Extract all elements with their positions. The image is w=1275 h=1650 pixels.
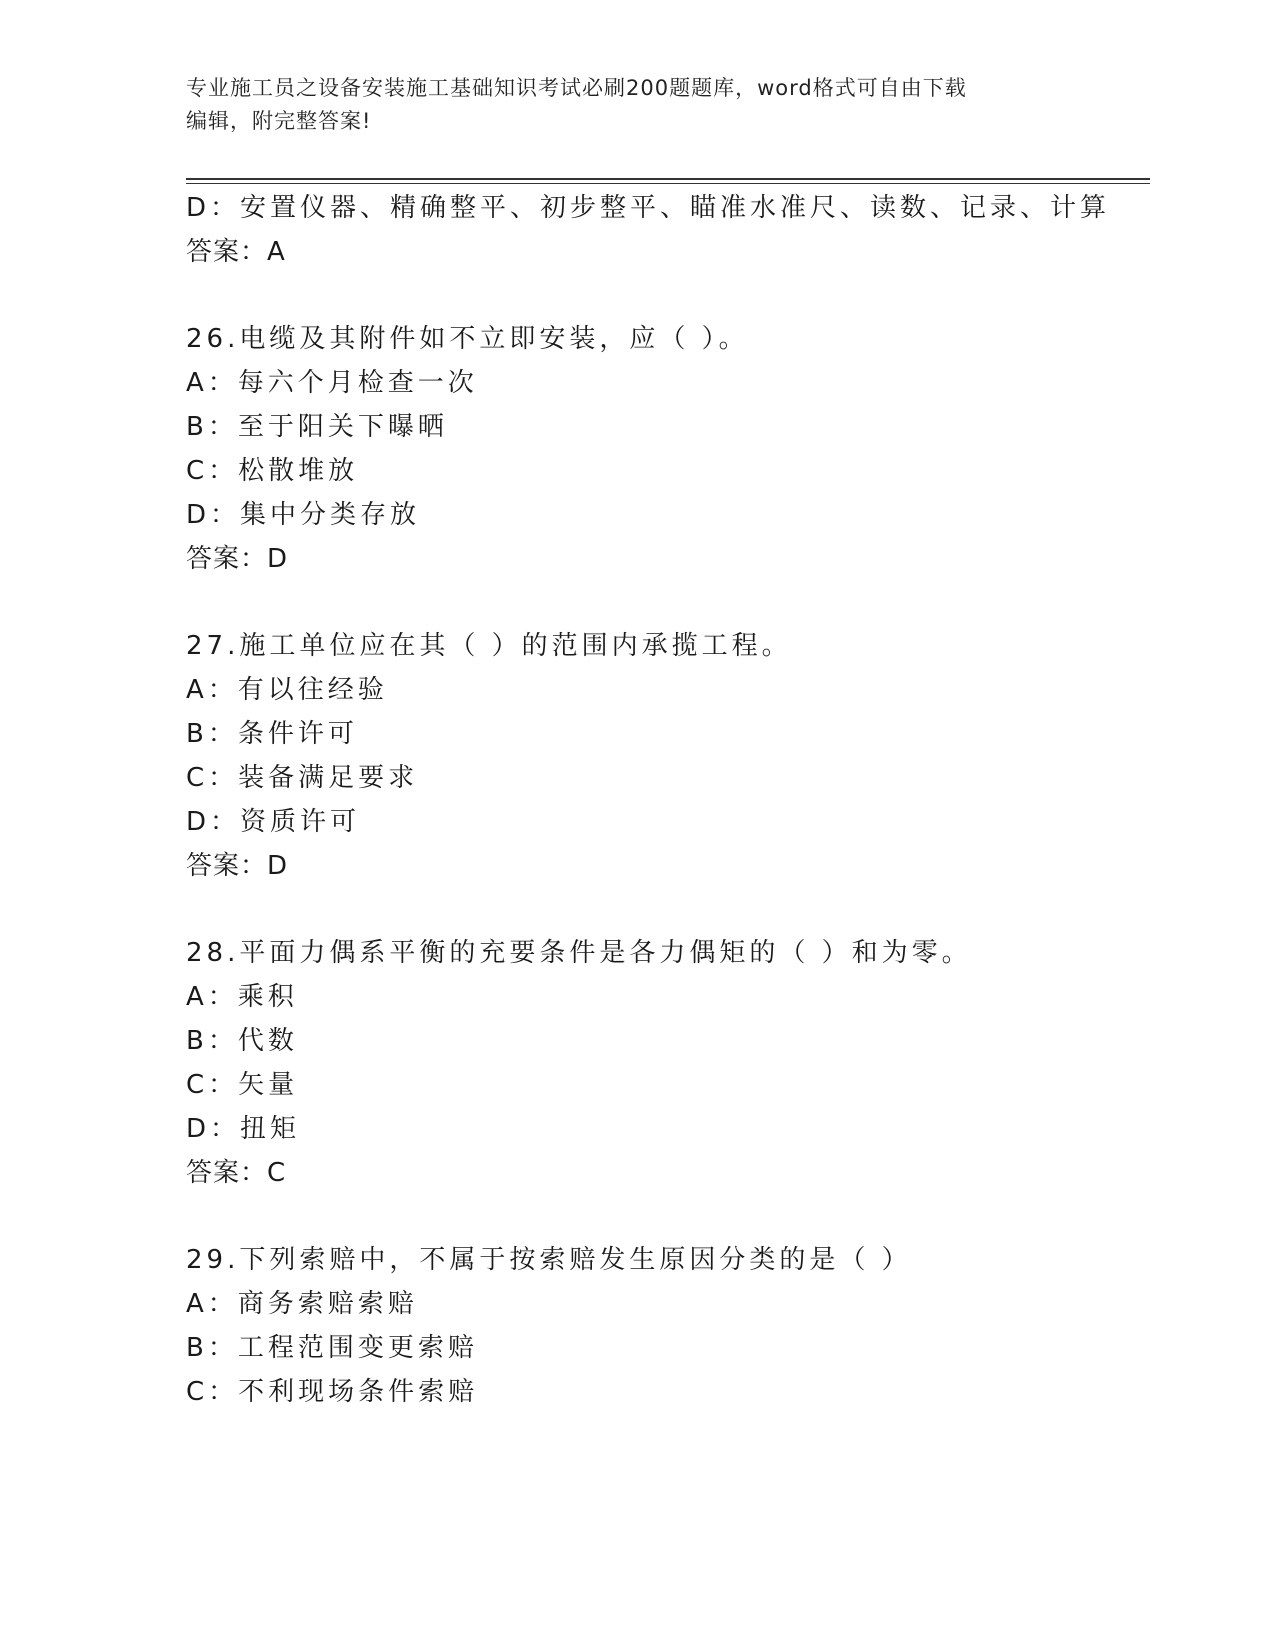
header-line-2: 编辑，附完整答案! — [186, 109, 372, 133]
header-line-1: 专业施工员之设备安装施工基础知识考试必刷200题题库，word格式可自由下载 — [186, 76, 967, 100]
header-divider — [186, 178, 1150, 180]
option-c: C：矢量 — [186, 1070, 299, 1100]
option-c: C：装备满足要求 — [186, 763, 419, 793]
option-a: A：商务索赔索赔 — [186, 1289, 418, 1319]
question-stem: 27.施工单位应在其（ ）的范围内承揽工程。 — [186, 631, 792, 661]
option-b: B：至于阳关下曝晒 — [186, 412, 448, 442]
option-c: C：不利现场条件索赔 — [186, 1377, 479, 1407]
header-divider-thin — [186, 183, 1150, 184]
option-b: B：工程范围变更索赔 — [186, 1333, 478, 1363]
document-header — [186, 72, 1086, 138]
answer-line: 答案：C — [186, 1158, 287, 1188]
option-c: C：松散堆放 — [186, 456, 359, 486]
answer-line: 答案：D — [186, 544, 289, 574]
option-d: D：资质许可 — [186, 807, 361, 837]
answer-line: 答案：D — [186, 851, 289, 881]
question-stem: 29.下列索赔中，不属于按索赔发生原因分类的是（ ） — [186, 1245, 912, 1275]
answer-line: 答案：A — [186, 237, 286, 267]
question-stem: 26.电缆及其附件如不立即安装，应（ ）。 — [186, 324, 749, 354]
option-d: D：集中分类存放 — [186, 500, 421, 530]
option-a: A：乘积 — [186, 982, 298, 1012]
option-a: A：每六个月检查一次 — [186, 368, 478, 398]
option-d: D：扭矩 — [186, 1114, 301, 1144]
option-b: B：代数 — [186, 1026, 298, 1056]
option-b: B：条件许可 — [186, 719, 358, 749]
option-d: D：安置仪器、精确整平、初步整平、瞄准水准尺、读数、记录、计算 — [186, 193, 1111, 223]
option-a: A：有以往经验 — [186, 675, 388, 705]
question-stem: 28.平面力偶系平衡的充要条件是各力偶矩的（ ）和为零。 — [186, 938, 972, 968]
